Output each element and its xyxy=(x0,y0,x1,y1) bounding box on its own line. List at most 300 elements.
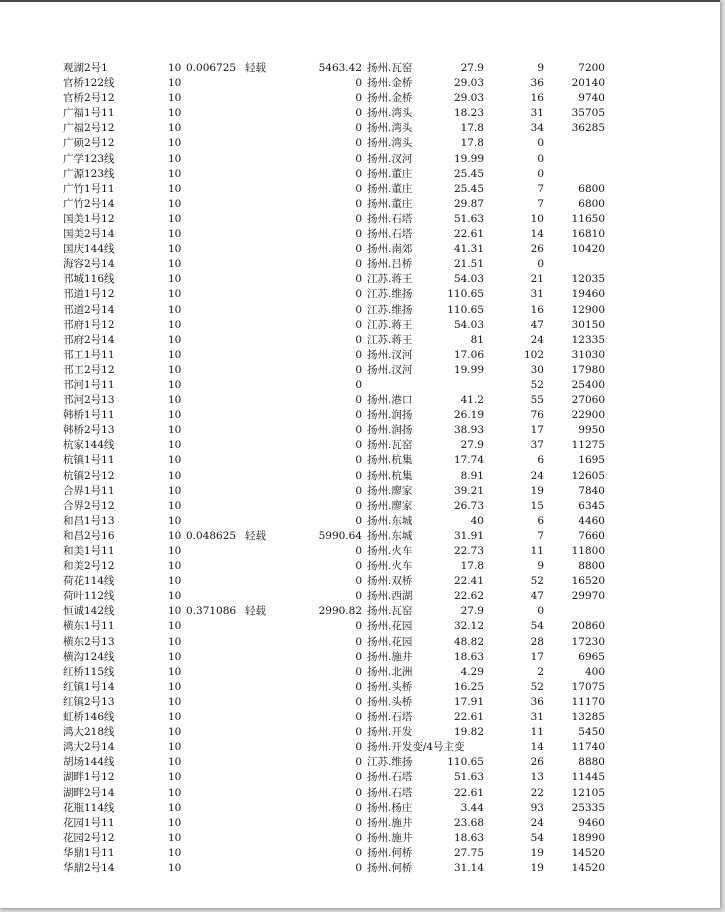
substation-cell: 江苏.维扬 xyxy=(367,303,413,316)
line-length-cell: 81 xyxy=(470,333,484,346)
feeder-name-cell: 海容2号14 xyxy=(63,258,115,271)
substation-cell: 扬州.杨庄 xyxy=(367,801,413,814)
substation-cell: 扬州.双桥 xyxy=(367,575,413,588)
energy-cell: 0 xyxy=(355,831,362,844)
substation-cell: 扬州.火车 xyxy=(367,560,413,573)
line-length-cell: 22.41 xyxy=(453,575,484,588)
transformer-count-cell: 0 xyxy=(537,605,544,618)
substation-cell: 扬州.石塔 xyxy=(367,711,413,724)
table-row xyxy=(0,816,720,831)
energy-cell: 0 xyxy=(355,424,362,437)
feeder-name-cell: 和美1号11 xyxy=(63,545,115,557)
table-row xyxy=(0,755,720,770)
voltage-cell: 10 xyxy=(168,484,182,497)
voltage-cell: 10 xyxy=(168,182,182,195)
feeder-name-cell: 广硕2号12 xyxy=(63,137,115,150)
voltage-cell: 10 xyxy=(168,499,182,512)
energy-cell: 0 xyxy=(355,846,362,859)
feeder-name-cell: 横东1号11 xyxy=(63,620,115,633)
energy-cell: 0 xyxy=(355,182,362,195)
transformer-count-cell: 54 xyxy=(530,831,544,844)
line-length-cell: 54.03 xyxy=(453,273,484,286)
capacity-cell: 17075 xyxy=(571,680,605,693)
energy-cell: 0 xyxy=(355,152,362,165)
table-row xyxy=(0,136,720,151)
transformer-count-cell: 13 xyxy=(530,771,544,784)
voltage-cell: 10 xyxy=(168,650,182,663)
line-length-cell: 32.12 xyxy=(453,620,484,633)
substation-cell: 扬州.石塔 xyxy=(367,786,413,799)
capacity-cell: 17980 xyxy=(571,363,605,376)
feeder-name-cell: 鸿大2号14 xyxy=(63,741,115,754)
energy-cell: 0 xyxy=(355,726,362,739)
capacity-cell: 6800 xyxy=(578,182,605,195)
substation-cell: 江苏.蒋王 xyxy=(367,333,413,346)
table-row xyxy=(0,710,720,725)
substation-cell: 江苏.维扬 xyxy=(367,288,413,301)
table-row xyxy=(0,801,720,816)
feeder-name-cell: 虹桥146线 xyxy=(63,711,115,724)
table-row xyxy=(0,152,720,167)
feeder-name-cell: 国美1号12 xyxy=(63,212,115,225)
voltage-cell: 10 xyxy=(168,665,182,678)
table-row xyxy=(0,499,720,514)
feeder-name-cell: 横沟124线 xyxy=(63,650,115,663)
feeder-name-cell: 邗府1号12 xyxy=(63,318,115,331)
capacity-cell: 14520 xyxy=(571,846,605,859)
substation-cell: 扬州.港口 xyxy=(367,394,413,407)
capacity-cell: 18990 xyxy=(571,831,605,844)
table-row xyxy=(0,770,720,785)
capacity-cell: 25335 xyxy=(571,801,605,814)
table-row xyxy=(0,725,720,740)
transformer-count-cell: 0 xyxy=(537,258,544,271)
voltage-cell: 10 xyxy=(168,303,182,316)
transformer-count-cell: 30 xyxy=(530,363,544,376)
energy-cell: 0 xyxy=(355,484,362,497)
table-row xyxy=(0,619,720,634)
feeder-name-cell: 广竹2号14 xyxy=(63,197,115,210)
feeder-name-cell: 邗城116线 xyxy=(63,273,115,286)
line-length-cell: 27.9 xyxy=(460,439,484,452)
voltage-cell: 10 xyxy=(168,228,182,241)
table-row xyxy=(0,589,720,604)
transformer-count-cell: 52 xyxy=(530,680,544,693)
capacity-cell: 4460 xyxy=(578,514,605,527)
voltage-cell: 10 xyxy=(168,409,182,422)
substation-cell: 扬州.董庄 xyxy=(367,182,413,195)
voltage-cell: 10 xyxy=(168,605,182,618)
table-row xyxy=(0,846,720,861)
table-row xyxy=(0,604,720,619)
energy-cell: 0 xyxy=(355,243,362,256)
voltage-cell: 10 xyxy=(168,846,182,859)
transformer-count-cell: 36 xyxy=(530,695,544,708)
voltage-cell: 10 xyxy=(168,545,182,557)
energy-cell: 0 xyxy=(355,333,362,346)
line-length-cell: 18.63 xyxy=(453,650,484,663)
transformer-count-cell: 7 xyxy=(537,529,544,542)
transformer-count-cell: 52 xyxy=(530,575,544,588)
voltage-cell: 10 xyxy=(168,726,182,739)
feeder-name-cell: 华鼎2号14 xyxy=(63,861,115,874)
table-row xyxy=(0,861,720,876)
energy-cell: 0 xyxy=(355,378,362,391)
line-length-cell: 17.8 xyxy=(460,560,484,573)
substation-cell: 扬州.石塔 xyxy=(367,771,413,784)
voltage-cell: 10 xyxy=(168,378,182,391)
table-row xyxy=(0,303,720,318)
energy-cell: 0 xyxy=(355,499,362,512)
capacity-cell: 9740 xyxy=(578,92,605,105)
capacity-cell: 8800 xyxy=(578,560,605,573)
feeder-name-cell: 广福2号12 xyxy=(63,122,115,135)
line-length-cell: 51.63 xyxy=(453,212,484,225)
feeder-name-cell: 杭镇2号12 xyxy=(63,469,115,482)
capacity-cell: 10420 xyxy=(571,243,605,256)
feeder-name-cell: 国美2号14 xyxy=(63,228,115,241)
capacity-cell: 12605 xyxy=(571,469,605,482)
voltage-cell: 10 xyxy=(168,394,182,407)
table-row xyxy=(0,242,720,257)
energy-cell: 0 xyxy=(355,635,362,648)
capacity-cell: 11445 xyxy=(571,771,605,784)
table-row xyxy=(0,227,720,242)
line-length-cell: 29.03 xyxy=(453,77,484,90)
capacity-cell: 12335 xyxy=(571,333,605,346)
transformer-count-cell: 47 xyxy=(530,318,544,331)
line-length-cell: 8.91 xyxy=(460,469,484,482)
capacity-cell: 35705 xyxy=(571,107,605,120)
voltage-cell: 10 xyxy=(168,711,182,724)
voltage-cell: 10 xyxy=(168,258,182,271)
table-row xyxy=(0,363,720,378)
capacity-cell: 6345 xyxy=(578,499,605,512)
voltage-cell: 10 xyxy=(168,680,182,693)
feeder-name-cell: 红镇2号13 xyxy=(63,695,115,708)
feeder-name-cell: 湖畔1号12 xyxy=(63,771,115,784)
substation-cell: 扬州.石塔 xyxy=(367,212,413,225)
voltage-cell: 10 xyxy=(168,77,182,90)
capacity-cell: 6800 xyxy=(578,197,605,210)
line-length-cell: 38.93 xyxy=(453,424,484,437)
transformer-count-cell: 9 xyxy=(537,62,544,74)
transformer-count-cell: 28 xyxy=(530,635,544,648)
feeder-name-cell: 湖畔2号14 xyxy=(63,786,115,799)
energy-cell: 0 xyxy=(355,137,362,150)
voltage-cell: 10 xyxy=(168,243,182,256)
line-length-cell: 39.21 xyxy=(453,484,484,497)
energy-cell: 0 xyxy=(355,590,362,603)
capacity-cell: 25400 xyxy=(571,378,605,391)
table-row xyxy=(0,574,720,589)
voltage-cell: 10 xyxy=(168,348,182,361)
substation-cell: 扬州.开发 xyxy=(367,726,413,739)
energy-cell: 0 xyxy=(355,801,362,814)
line-length-cell: 110.65 xyxy=(447,288,484,301)
table-row xyxy=(0,438,720,453)
voltage-cell: 10 xyxy=(168,197,182,210)
substation-cell: 扬州.施井 xyxy=(367,816,413,829)
table-row xyxy=(0,650,720,665)
energy-cell: 0 xyxy=(355,92,362,105)
voltage-cell: 10 xyxy=(168,771,182,784)
substation-cell: 江苏.维扬 xyxy=(367,756,413,769)
voltage-cell: 10 xyxy=(168,635,182,648)
energy-cell: 0 xyxy=(355,107,362,120)
transformer-count-cell: 93 xyxy=(530,801,544,814)
table-row xyxy=(0,272,720,287)
feeder-name-cell: 和昌2号16 xyxy=(63,529,115,542)
line-length-cell: 29.03 xyxy=(453,92,484,105)
feeder-name-cell: 花瓶114线 xyxy=(63,801,115,814)
transformer-count-cell: 26 xyxy=(530,756,544,769)
voltage-cell: 10 xyxy=(168,560,182,573)
table-row xyxy=(0,197,720,212)
line-length-cell: 16.25 xyxy=(453,680,484,693)
energy-cell: 0 xyxy=(355,741,362,754)
line-length-cell: 26.19 xyxy=(453,409,484,422)
load-type-cell: 轻载 xyxy=(245,529,266,542)
voltage-cell: 10 xyxy=(168,514,182,527)
energy-cell: 0 xyxy=(355,258,362,271)
voltage-cell: 10 xyxy=(168,107,182,120)
table-row xyxy=(0,529,720,544)
feeder-name-cell: 合界2号12 xyxy=(63,499,115,512)
capacity-cell: 11275 xyxy=(571,439,605,452)
table-row xyxy=(0,121,720,136)
energy-cell: 0 xyxy=(355,665,362,678)
voltage-cell: 10 xyxy=(168,801,182,814)
table-row xyxy=(0,514,720,529)
voltage-cell: 10 xyxy=(168,861,182,874)
table-row xyxy=(0,559,720,574)
capacity-cell: 22900 xyxy=(571,409,605,422)
table-row xyxy=(0,786,720,801)
feeder-name-cell: 韩桥2号13 xyxy=(63,424,115,437)
table-row xyxy=(0,212,720,227)
energy-cell: 0 xyxy=(355,680,362,693)
capacity-cell: 13285 xyxy=(571,711,605,724)
substation-cell: 扬州.杭集 xyxy=(367,454,413,467)
capacity-cell: 20140 xyxy=(571,77,605,90)
substation-cell: 扬州.火车 xyxy=(367,545,413,557)
capacity-cell: 11740 xyxy=(571,741,605,754)
feeder-name-cell: 广福1号11 xyxy=(63,107,115,120)
energy-cell: 2990.82 xyxy=(318,605,362,618)
feeder-name-cell: 恒诚142线 xyxy=(63,605,115,618)
energy-cell: 0 xyxy=(355,650,362,663)
substation-cell: 扬州.瓦窑 xyxy=(367,439,413,452)
line-length-cell: 22.62 xyxy=(453,590,484,603)
substation-cell: 扬州.开发变/4号主变 xyxy=(367,741,465,754)
voltage-cell: 10 xyxy=(168,529,182,542)
transformer-count-cell: 55 xyxy=(530,394,544,407)
line-length-cell: 29.87 xyxy=(453,197,484,210)
substation-cell: 扬州.石塔 xyxy=(367,228,413,241)
transformer-count-cell: 9 xyxy=(537,560,544,573)
voltage-cell: 10 xyxy=(168,620,182,633)
substation-cell: 扬州.花园 xyxy=(367,620,413,633)
feeder-name-cell: 胡场144线 xyxy=(63,756,115,769)
feeder-name-cell: 邗河2号13 xyxy=(63,394,115,407)
line-length-cell: 17.91 xyxy=(453,695,484,708)
feeder-name-cell: 韩桥1号11 xyxy=(63,409,115,422)
substation-cell: 扬州.润扬 xyxy=(367,424,413,437)
line-length-cell: 17.74 xyxy=(453,454,484,467)
energy-cell: 0 xyxy=(355,816,362,829)
capacity-cell: 30150 xyxy=(571,318,605,331)
table-row xyxy=(0,287,720,302)
capacity-cell: 7200 xyxy=(578,62,605,74)
transformer-count-cell: 17 xyxy=(530,650,544,663)
line-length-cell: 25.45 xyxy=(453,182,484,195)
line-length-cell: 26.73 xyxy=(453,499,484,512)
feeder-name-cell: 邗道1号12 xyxy=(63,288,115,301)
transformer-count-cell: 0 xyxy=(537,137,544,150)
line-length-cell: 27.9 xyxy=(460,62,484,74)
transformer-count-cell: 24 xyxy=(530,816,544,829)
feeder-name-cell: 荷叶112线 xyxy=(63,590,115,603)
line-length-cell: 18.23 xyxy=(453,107,484,120)
energy-cell: 0 xyxy=(355,786,362,799)
capacity-cell: 9950 xyxy=(578,424,605,437)
capacity-cell: 11800 xyxy=(571,545,605,557)
substation-cell: 扬州.头桥 xyxy=(367,680,413,693)
transformer-count-cell: 31 xyxy=(530,711,544,724)
transformer-count-cell: 31 xyxy=(530,288,544,301)
line-length-cell: 19.82 xyxy=(453,726,484,739)
feeder-name-cell: 邗工2号12 xyxy=(63,363,115,376)
line-length-cell: 41.2 xyxy=(460,394,484,407)
capacity-cell: 12035 xyxy=(571,273,605,286)
substation-cell: 扬州.金桥 xyxy=(367,77,413,90)
feeder-name-cell: 邗河1号11 xyxy=(63,378,115,391)
voltage-cell: 10 xyxy=(168,756,182,769)
transformer-count-cell: 76 xyxy=(530,409,544,422)
table-row xyxy=(0,106,720,121)
substation-cell: 扬州.金桥 xyxy=(367,92,413,105)
transformer-count-cell: 15 xyxy=(530,499,544,512)
line-length-cell: 48.82 xyxy=(453,635,484,648)
feeder-name-cell: 邗道2号14 xyxy=(63,303,115,316)
energy-cell: 0 xyxy=(355,620,362,633)
energy-cell: 0 xyxy=(355,439,362,452)
substation-cell: 扬州.汊河 xyxy=(367,363,413,376)
line-length-cell: 22.61 xyxy=(453,786,484,799)
substation-cell: 扬州.汊河 xyxy=(367,348,413,361)
substation-cell: 扬州.施井 xyxy=(367,650,413,663)
capacity-cell: 8880 xyxy=(578,756,605,769)
capacity-cell: 9460 xyxy=(578,816,605,829)
feeder-name-cell: 观湖2号1 xyxy=(63,62,108,74)
capacity-cell: 7840 xyxy=(578,484,605,497)
transformer-count-cell: 31 xyxy=(530,107,544,120)
capacity-cell: 31030 xyxy=(571,348,605,361)
voltage-cell: 10 xyxy=(168,62,182,74)
table-row xyxy=(0,831,720,846)
substation-cell: 扬州.头桥 xyxy=(367,695,413,708)
table-row xyxy=(0,695,720,710)
table-row xyxy=(0,423,720,438)
substation-cell: 扬州.吕桥 xyxy=(367,258,413,271)
transformer-count-cell: 10 xyxy=(530,212,544,225)
feeder-name-cell: 国庆144线 xyxy=(63,243,115,256)
energy-cell: 0 xyxy=(355,409,362,422)
voltage-cell: 10 xyxy=(168,590,182,603)
energy-cell: 0 xyxy=(355,514,362,527)
energy-cell: 0 xyxy=(355,394,362,407)
line-length-cell: 25.45 xyxy=(453,167,484,180)
voltage-cell: 10 xyxy=(168,152,182,165)
transformer-count-cell: 102 xyxy=(523,348,544,361)
energy-cell: 0 xyxy=(355,197,362,210)
line-length-cell: 31.91 xyxy=(453,529,484,542)
energy-cell: 0 xyxy=(355,861,362,874)
capacity-cell: 17230 xyxy=(571,635,605,648)
load-rate-cell: 0.006725 xyxy=(186,62,237,74)
feeder-name-cell: 和昌1号13 xyxy=(63,514,115,527)
substation-cell: 扬州.施井 xyxy=(367,831,413,844)
transformer-count-cell: 16 xyxy=(530,303,544,316)
substation-cell: 扬州.南郊 xyxy=(367,243,413,256)
table-row xyxy=(0,61,720,76)
capacity-cell: 1695 xyxy=(578,454,605,467)
table-row xyxy=(0,393,720,408)
line-length-cell: 51.63 xyxy=(453,771,484,784)
load-type-cell: 轻载 xyxy=(245,62,266,74)
feeder-name-cell: 杭家144线 xyxy=(63,439,115,452)
substation-cell: 扬州.何桥 xyxy=(367,846,413,859)
table-row xyxy=(0,665,720,680)
energy-cell: 0 xyxy=(355,348,362,361)
line-length-cell: 27.75 xyxy=(453,846,484,859)
transformer-count-cell: 7 xyxy=(537,182,544,195)
voltage-cell: 10 xyxy=(168,454,182,467)
table-row xyxy=(0,484,720,499)
line-length-cell: 41.31 xyxy=(453,243,484,256)
voltage-cell: 10 xyxy=(168,288,182,301)
voltage-cell: 10 xyxy=(168,741,182,754)
capacity-cell: 20860 xyxy=(571,620,605,633)
energy-cell: 0 xyxy=(355,469,362,482)
feeder-name-cell: 官桥122线 xyxy=(63,77,115,90)
voltage-cell: 10 xyxy=(168,831,182,844)
substation-cell: 江苏.蒋王 xyxy=(367,318,413,331)
line-length-cell: 17.06 xyxy=(453,348,484,361)
transformer-count-cell: 24 xyxy=(530,333,544,346)
line-length-cell: 110.65 xyxy=(447,303,484,316)
substation-cell: 扬州.湾头 xyxy=(367,137,413,150)
voltage-cell: 10 xyxy=(168,575,182,588)
transformer-count-cell: 14 xyxy=(530,741,544,754)
feeder-name-cell: 广竹1号11 xyxy=(63,182,115,195)
table-row xyxy=(0,408,720,423)
feeder-name-cell: 邗工1号11 xyxy=(63,348,115,361)
energy-cell: 0 xyxy=(355,575,362,588)
load-rate-cell: 0.371086 xyxy=(186,605,237,618)
voltage-cell: 10 xyxy=(168,424,182,437)
table-row xyxy=(0,740,720,755)
feeder-name-cell: 花园1号11 xyxy=(63,816,115,829)
table-row xyxy=(0,378,720,393)
energy-cell: 0 xyxy=(355,303,362,316)
capacity-cell: 7660 xyxy=(578,529,605,542)
energy-cell: 5990.64 xyxy=(318,529,362,542)
line-length-cell: 22.73 xyxy=(453,545,484,557)
voltage-cell: 10 xyxy=(168,92,182,105)
table-row xyxy=(0,333,720,348)
